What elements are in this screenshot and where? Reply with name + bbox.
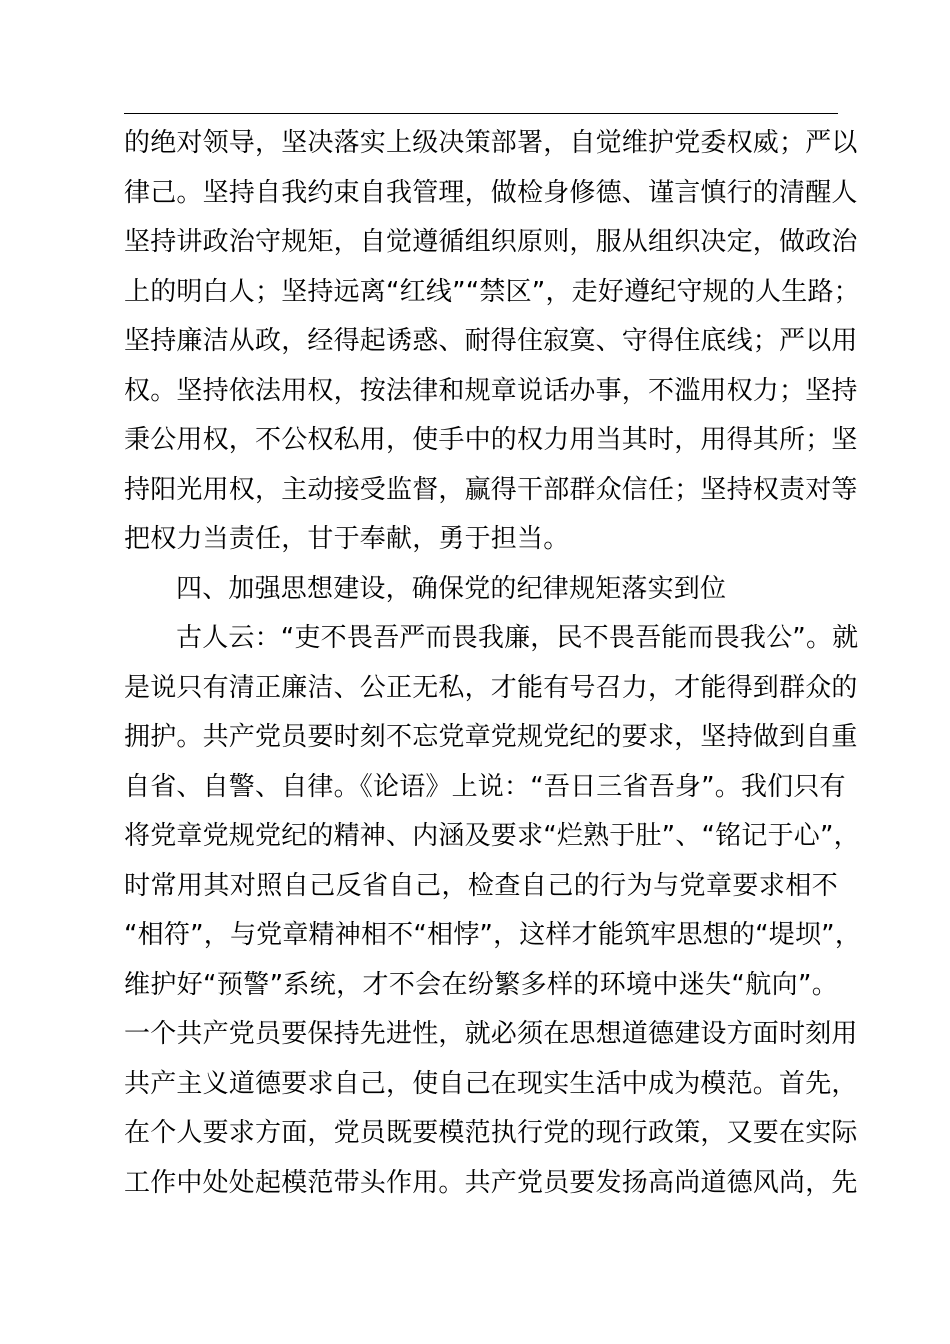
text-line: 工作中处处起模范带头作用。共产党员要发扬高尚道德风尚，先 <box>124 1167 858 1198</box>
text-line: 坚持廉洁从政，经得起诱惑、耐得住寂寞、守得住底线；严以用 <box>124 326 858 356</box>
text-line: 秉公用权，不公权私用，使手中的权力用当其时，用得其所；坚 <box>124 425 858 455</box>
text-line: 上的明白人；坚持远离“红线”“禁区”，走好遵纪守规的人生路； <box>124 276 860 307</box>
section-heading: 四、加强思想建设，确保党的纪律规矩落实到位 <box>176 573 727 604</box>
text-line: 共产主义道德要求自己，使自己在现实生活中成为模范。首先， <box>124 1068 858 1099</box>
text-line: 是说只有清正廉洁、公正无私，才能有号召力，才能得到群众的 <box>124 672 858 703</box>
text-line: 维护好“预警”系统，才不会在纷繁多样的环境中迷失“航向”。 <box>124 969 838 1000</box>
text-line: 持阳光用权，主动接受监督，赢得干部群众信任；坚持权责对等 <box>124 474 858 505</box>
paragraph-first-line: 古人云：“吏不畏吾严而畏我廉，民不畏吾能而畏我公”。就 <box>176 623 859 653</box>
text-line: 将党章党规党纪的精神、内涵及要求“烂熟于肚”、“铭记于心”， <box>124 821 860 851</box>
text-line: 一个共产党员要保持先进性，就必须在思想道德建设方面时刻用 <box>124 1019 858 1049</box>
paragraph-end-line: 把权力当责任，甘于奉献，勇于担当。 <box>124 524 570 554</box>
text-line: “相符”，与党章精神相不“相悖”，这样才能筑牢思想的“堤坝”， <box>124 920 862 950</box>
text-line: 权。坚持依法用权，按法律和规章说话办事，不滥用权力；坚持 <box>124 375 858 406</box>
header-rule <box>124 113 838 114</box>
text-line: 自省、自警、自律。《论语》上说：“吾日三省吾身”。我们只有 <box>124 771 846 802</box>
body-text <box>124 119 862 1208</box>
text-line: 坚持讲政治守规矩，自觉遵循组织原则，服从组织决定，做政治 <box>124 227 858 257</box>
text-line: 律己。坚持自我约束自我管理，做检身修德、谨言慎行的清醒人 <box>124 177 858 208</box>
text-line: 的绝对领导，坚决落实上级决策部署，自觉维护党委权威；严以 <box>124 128 858 158</box>
text-line: 在个人要求方面，党员既要模范执行党的现行政策，又要在实际 <box>124 1118 858 1148</box>
text-line: 时常用其对照自己反省自己，检查自己的行为与党章要求相不 <box>124 870 838 901</box>
text-line: 拥护。共产党员要时刻不忘党章党规党纪的要求，坚持做到自重 <box>124 722 858 752</box>
